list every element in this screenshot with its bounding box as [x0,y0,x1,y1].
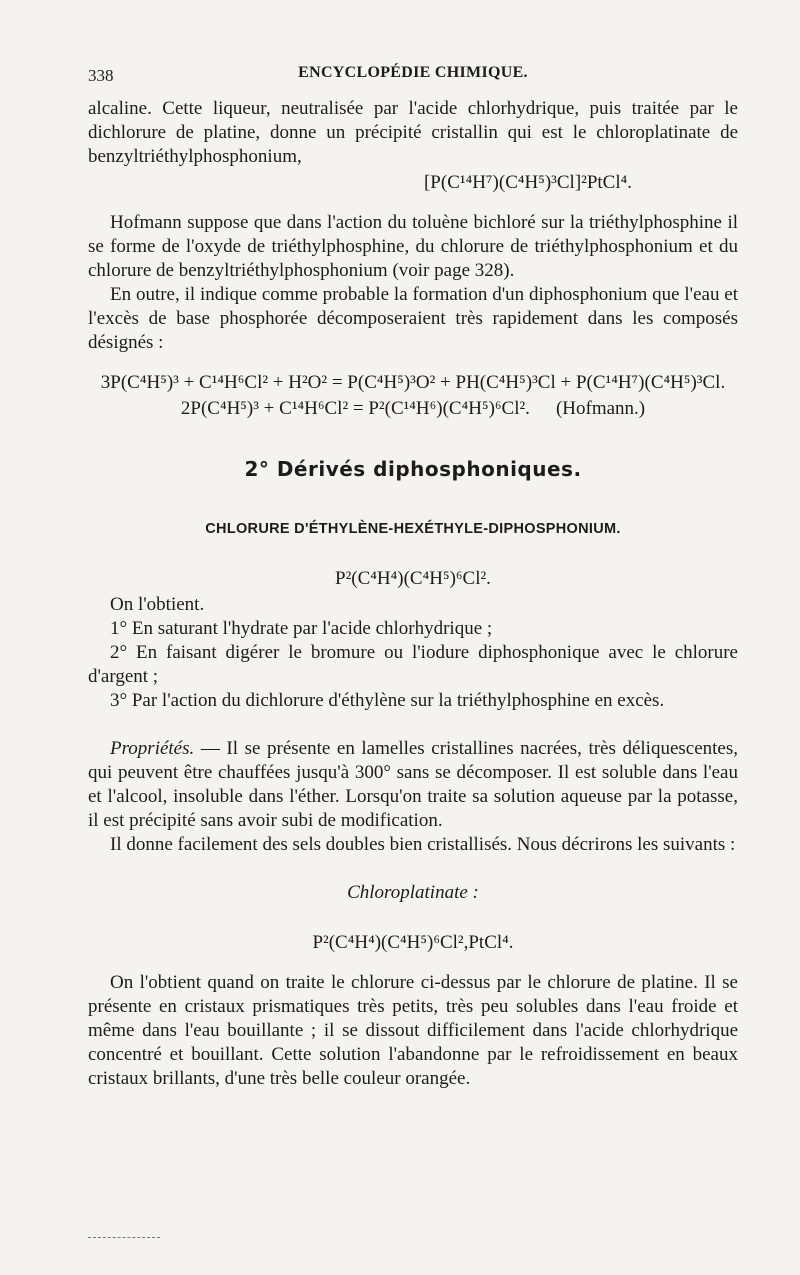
equation-2: 2P(C⁴H⁵)³ + C¹⁴H⁶Cl² = P²(C¹⁴H⁶)(C⁴H⁵)⁶Cl². [180,398,530,419]
chloroplatinate-heading: Chloroplatinate : [347,882,479,903]
compound-formula: P²(C⁴H⁴)(C⁴H⁵)⁶Cl². [335,568,491,589]
body-text [88,97,738,1091]
section-heading: 2° Dérivés diphosphoniques. [244,457,582,481]
properties-paragraph [88,737,738,833]
properties-text: — Il se présente en lamelles cristallines nacrées, très déliquescentes, qui peuvent être chauffées jusqu'à 300° sans se décomposer. Il est soluble dans l'eau et l'alcool, insoluble dans l'éther. Lorsqu'on traite sa solution aqueuse par la potasse, il est précipité sans avoir subi de modification. [88,738,738,831]
method-2: 2° En faisant digérer le bromure ou l'iodure diphosphonique avec le chlorure d'argent ; [88,642,738,687]
paragraph-benzyl-chloroplatinate: alcaline. Cette liqueur, neutralisée par l'acide chlorhydrique, puis traitée par le dichlorure de platine, donne un précipité cristallin qui est le chloroplatinate de benzyltriéthylphosphonium, [88,98,738,167]
obtained-intro: On l'obtient. [110,594,205,615]
paragraph-hofmann-hypothesis: Hofmann suppose que dans l'action du toluène bichloré sur la triéthylphosphine il se forme de l'oxyde de triéthylphosphine, du chlorure de triéthylphosphonium et du chlorure de benzyltriéthylphosphonium (voir page 328). [88,212,738,281]
running-head [88,62,738,92]
formula-benzyl-chloroplatinate: [P(C¹⁴H⁷)(C⁴H⁵)³Cl]²PtCl⁴. [423,172,633,193]
running-title: ENCYCLOPÉDIE CHIMIQUE. [298,64,528,81]
chloroplatinate-paragraph: On l'obtient quand on traite le chlorure ci-dessus par le chlorure de platine. Il se présente en cristaux prismatiques très petits, très peu solubles dans l'eau froide et même dans l'eau bouillante ; il se dissout difficilement dans l'acide chlorhydrique concentré et bouillant. Cette solution l'abandonne par le refroidissement en beaux cristaux brillants, d'une très belle couleur orangée. [88,972,738,1089]
equation-2-line [88,397,738,421]
properties-label: Propriétés. [110,738,195,759]
paragraph-diphosphonium: En outre, il indique comme probable la formation d'un diphosphonium que l'eau et l'excès de base phosphorée décomposeraient très rapidement dans les composés désignés : [88,284,738,353]
equation-2-attribution: (Hofmann.) [555,398,646,419]
chloroplatinate-formula: P²(C⁴H⁴)(C⁴H⁵)⁶Cl²,PtCl⁴. [312,932,514,953]
method-1: 1° En saturant l'hydrate par l'acide chlorhydrique ; [110,618,493,639]
page-number: 338 [88,66,114,85]
method-3: 3° Par l'action du dichlorure d'éthylène sur la triéthylphosphine en excès. [110,690,665,711]
equation-1: 3P(C⁴H⁵)³ + C¹⁴H⁶Cl² + H²O² = P(C⁴H⁵)³O² + PH(C⁴H⁵)³Cl + P(C¹⁴H⁷)(C⁴H⁵)³Cl. [100,372,726,393]
bottom-rule [88,1237,160,1238]
double-salts-paragraph: Il donne facilement des sels doubles bien cristallisés. Nous décrirons les suivants : [110,834,736,855]
compound-heading: CHLORURE D'ÉTHYLÈNE-HEXÉTHYLE-DIPHOSPHONIUM. [205,521,621,537]
